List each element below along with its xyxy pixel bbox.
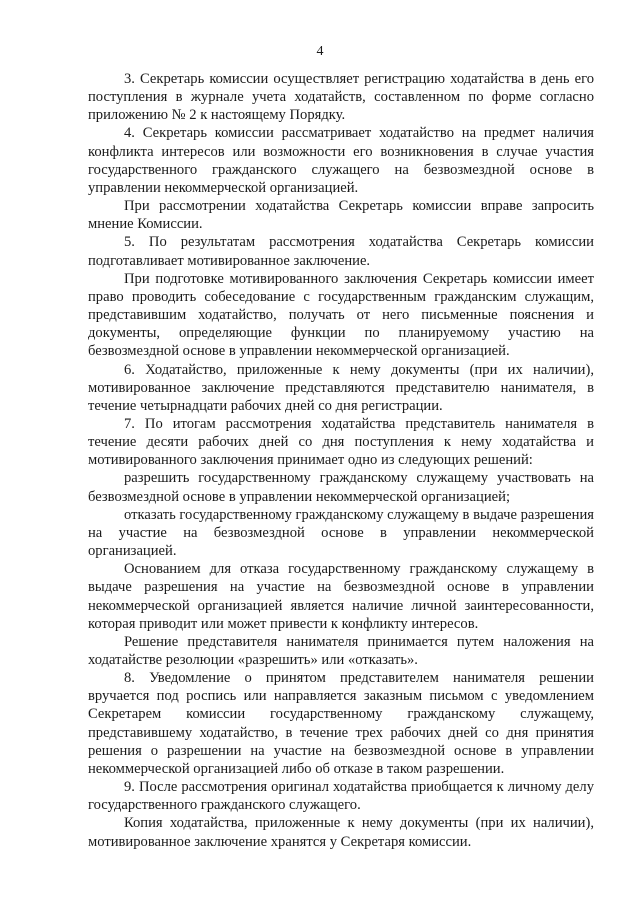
paragraph-resolution: Решение представителя нанимателя принимается путем наложения на ходатайстве резолюции «разрешить» или «отказать».: [88, 633, 594, 668]
paragraph-refusal-grounds: Основанием для отказа государственному гражданскому служащему в выдаче разрешения на участие на безвозмездной основе в управлении некоммерческой организацией является наличие личной заинтересованности, которая приводит или может привести к конфликту интересов.: [88, 561, 594, 632]
paragraph-copy-storage: Копия ходатайства, приложенные к нему документы (при их наличии), мотивированное заключение хранятся у Секретаря комиссии.: [88, 815, 594, 850]
document-body: [88, 70, 594, 851]
page-number: 4: [316, 44, 324, 59]
paragraph-clause-6: 6. Ходатайство, приложенные к нему документы (при их наличии), мотивированное заключение представляются представителю нанимателя, в течение четырнадцати рабочих дней со дня регистрации.: [88, 361, 594, 414]
paragraph-decision-permit: разрешить государственному гражданскому служащему участвовать на безвозмездной основе в управлении некоммерческой организацией;: [88, 470, 594, 505]
paragraph-clause-5: 5. По результатам рассмотрения ходатайства Секретарь комиссии подготавливает мотивированное заключение.: [88, 234, 594, 269]
paragraph-commission-opinion: При рассмотрении ходатайства Секретарь комиссии вправе запросить мнение Комиссии.: [88, 198, 594, 233]
paragraph-clause-3: 3. Секретарь комиссии осуществляет регистрацию ходатайства в день его поступления в журнале учета ходатайств, составленном по форме согласно приложению № 2 к настоящему Порядку.: [88, 71, 594, 124]
paragraph-clause-9: 9. После рассмотрения оригинал ходатайства приобщается к личному делу государственного гражданского служащего.: [88, 779, 594, 814]
paragraph-clause-7: 7. По итогам рассмотрения ходатайства представитель нанимателя в течение десяти рабочих дней со дня поступления к нему ходатайства и мотивированного заключения принимает одно из следующих решений:: [88, 415, 594, 469]
paragraph-clause-4: 4. Секретарь комиссии рассматривает ходатайство на предмет наличия конфликта интересов или возможности его возникновения в случае участия государственного гражданского служащего на безвозмездной основе в управлении некоммерческой организацией.: [88, 125, 594, 196]
paragraph-clause-8: 8. Уведомление о принятом представителем нанимателя решении вручается под роспись или направляется заказным письмом с уведомлением Секретарем комиссии государственному гражданскому служащему, представившему ходатайство, в течение трех рабочих дней со дня принятия решения о разрешении на участие на безвозмездной основе в управлении некоммерческой организацией либо об отказе в таком разрешении.: [88, 670, 594, 777]
paragraph-decision-refuse: отказать государственному гражданскому служащему в выдаче разрешения на участие на безвозмездной основе в управлении некоммерческой организацией.: [88, 506, 594, 560]
paragraph-interview-right: При подготовке мотивированного заключения Секретарь комиссии имеет право проводить собеседование с государственным гражданским служащим, представившим ходатайство, получать от него письменные пояснения и документы, определяющие функции по планируемому участию на безвозмездной основе в управлении некоммерческой организацией.: [88, 270, 594, 360]
